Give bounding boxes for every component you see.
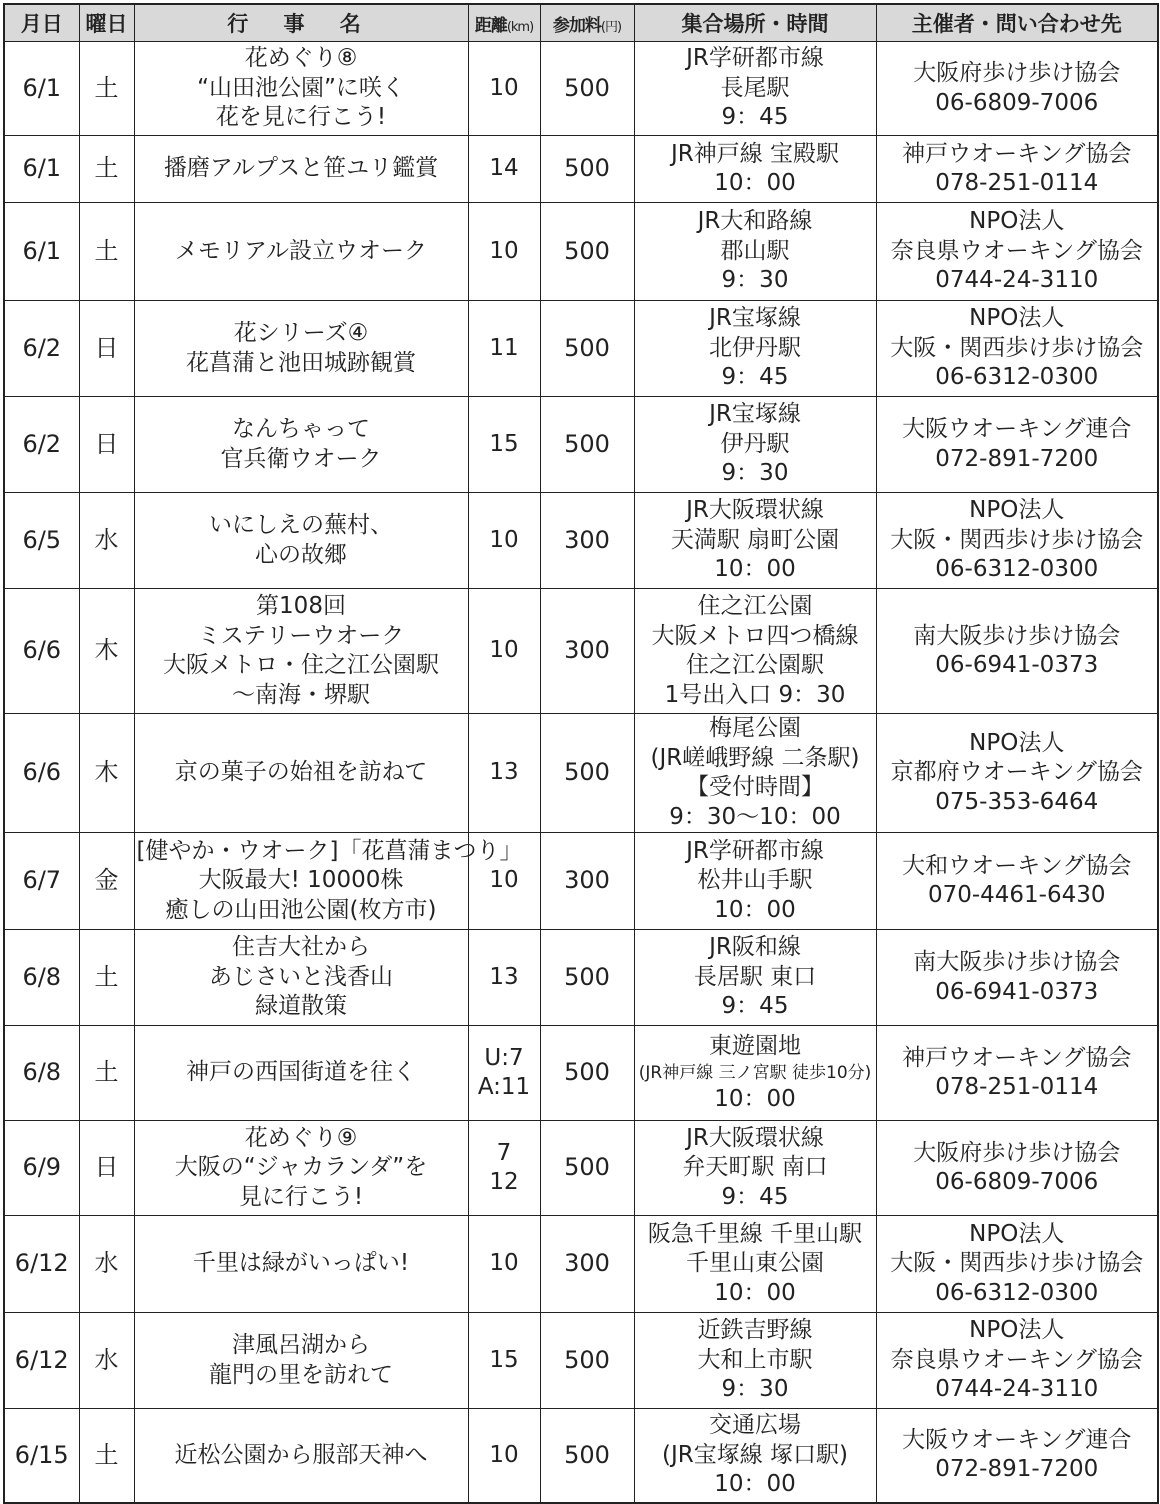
date-cell: 6/12	[4, 1313, 79, 1409]
meeting-line: 9：30	[721, 460, 789, 487]
weekday-cell: 土	[79, 203, 134, 301]
organizer-line: 奈良県ウオーキング協会	[890, 1346, 1143, 1373]
weekday-cell: 木	[79, 589, 134, 714]
event-name-line: 花めぐり⑧	[244, 45, 358, 72]
table-row	[4, 1409, 1158, 1503]
meeting-line: 郡山駅	[720, 237, 790, 264]
meeting-line: 9：45	[721, 993, 789, 1020]
event-name-line: あじさいと浅香山	[209, 963, 393, 990]
organizer-line: 06-6312-0300	[935, 556, 1099, 583]
meeting-line: (JR神戸線 三ノ宮駅 徒歩10分)	[638, 1063, 872, 1083]
distance-line: 12	[489, 1169, 519, 1195]
weekday-cell: 日	[79, 301, 134, 397]
event-name-line: いにしえの蕪村、	[209, 512, 393, 538]
distance-cell	[468, 397, 540, 493]
organizer-line: 072-891-7200	[935, 445, 1099, 472]
weekday-cell: 日	[79, 1121, 134, 1216]
header-month-day: 月日	[4, 4, 79, 42]
meeting-line: 9：30	[721, 267, 789, 294]
meeting-cell	[634, 930, 876, 1026]
table-row	[4, 930, 1158, 1026]
event-name-cell	[134, 930, 468, 1026]
meeting-line: 10：00	[714, 170, 796, 196]
table-row	[4, 1216, 1158, 1313]
meeting-line: 近鉄吉野線	[697, 1317, 813, 1344]
event-name-cell	[134, 714, 468, 833]
meeting-line: 松井山手駅	[697, 867, 813, 894]
event-name-line: 見に行こう!	[238, 1183, 364, 1210]
meeting-line: 10：00	[714, 1471, 796, 1497]
weekday-cell: 土	[79, 136, 134, 203]
meeting-line: JR阪和線	[709, 934, 801, 961]
event-name-cell	[134, 493, 468, 589]
organizer-line: 06-6809-7006	[935, 89, 1099, 116]
organizer-line: NPO法人	[969, 1317, 1065, 1344]
fee-cell: 500	[540, 1409, 634, 1503]
meeting-cell	[634, 493, 876, 589]
organizer-line: 06-6312-0300	[935, 1279, 1099, 1306]
organizer-line: 南大阪歩け歩け協会	[913, 622, 1121, 649]
meeting-cell	[634, 42, 876, 136]
event-name-line: 〜南海・堺駅	[232, 681, 370, 708]
event-name-line: 大阪最大! 10000株	[198, 867, 404, 894]
distance-cell	[468, 1216, 540, 1313]
date-cell: 6/12	[4, 1216, 79, 1313]
table-row	[4, 493, 1158, 589]
header-fee-unit: (円)	[600, 19, 622, 35]
weekday-cell: 土	[79, 930, 134, 1026]
fee-cell: 300	[540, 589, 634, 714]
meeting-cell	[634, 301, 876, 397]
table-body	[4, 42, 1158, 1503]
distance-line: 11	[489, 334, 519, 361]
header-weekday: 曜日	[79, 4, 134, 42]
distance-cell	[468, 136, 540, 203]
organizer-cell	[876, 397, 1158, 493]
meeting-line: 東遊園地	[709, 1032, 801, 1059]
organizer-cell	[876, 589, 1158, 714]
event-name-line: 花を見に行こう!	[215, 104, 387, 131]
organizer-line: NPO法人	[969, 208, 1065, 235]
distance-line: 10	[489, 1250, 519, 1277]
meeting-cell	[634, 833, 876, 930]
fee-cell: 500	[540, 1121, 634, 1216]
date-cell: 6/9	[4, 1121, 79, 1216]
organizer-line: 大阪・関西歩け歩け協会	[890, 1250, 1144, 1277]
meeting-line: (JR宝塚線 塚口駅)	[661, 1441, 849, 1468]
weekday-cell: 日	[79, 397, 134, 493]
organizer-line: 大阪府歩け歩け協会	[913, 1139, 1121, 1166]
meeting-line: 10：00	[714, 556, 796, 583]
organizer-line: 070-4461-6430	[927, 882, 1106, 908]
meeting-line: 10：00	[714, 1279, 796, 1306]
distance-line: 10	[489, 637, 519, 664]
event-name-line: 神戸の西国街道を往く	[186, 1059, 416, 1086]
event-name-cell	[134, 1313, 468, 1409]
organizer-line: 大和ウオーキング協会	[902, 852, 1132, 879]
distance-cell	[468, 1121, 540, 1216]
event-name-cell	[134, 1216, 468, 1313]
event-name-line: 住吉大社から	[232, 934, 370, 961]
meeting-line: 長居駅 東口	[693, 963, 817, 990]
organizer-cell	[876, 1216, 1158, 1313]
meeting-line: JR大阪環状線	[686, 497, 824, 524]
organizer-line: 06-6941-0373	[935, 652, 1099, 678]
meeting-line: 9：30〜10：00	[669, 803, 841, 830]
event-name-line: 花めぐり⑨	[244, 1124, 358, 1151]
organizer-line: NPO法人	[969, 305, 1065, 332]
distance-cell	[468, 42, 540, 136]
fee-cell: 500	[540, 930, 634, 1026]
event-name-line: 官兵衛ウオーク	[220, 445, 382, 472]
organizer-cell	[876, 136, 1158, 203]
organizer-line: NPO法人	[969, 1220, 1065, 1247]
distance-line: 14	[489, 155, 519, 182]
meeting-cell	[634, 1026, 876, 1121]
meeting-line: JR神戸線 宝殿駅	[670, 140, 840, 167]
weekday-cell: 土	[79, 1409, 134, 1503]
organizer-line: 06-6312-0300	[935, 364, 1099, 391]
organizer-line: 神戸ウオーキング協会	[902, 140, 1132, 167]
distance-cell	[468, 493, 540, 589]
event-name-cell	[134, 203, 468, 301]
fee-cell: 500	[540, 1026, 634, 1121]
table-header-row	[4, 4, 1158, 42]
organizer-cell	[876, 1121, 1158, 1216]
event-name-cell	[134, 397, 468, 493]
event-name-cell	[134, 833, 523, 930]
fee-cell: 500	[540, 136, 634, 203]
meeting-line: JR宝塚線	[709, 401, 801, 428]
event-name-line: 緑道散策	[255, 993, 347, 1020]
event-name-line: メモリアル設立ウオーク	[174, 237, 428, 264]
meeting-line: JR宝塚線	[709, 305, 801, 332]
meeting-line: 1号出入口 9：30	[664, 681, 846, 708]
date-cell: 6/6	[4, 714, 79, 833]
distance-line: U:7	[484, 1044, 524, 1071]
organizer-cell	[876, 930, 1158, 1026]
event-name-line: “山田池公園”に咲く	[197, 74, 405, 101]
organizer-cell	[876, 1026, 1158, 1121]
event-name-line: [健やか・ウオーク]「花菖蒲まつり」	[136, 837, 523, 864]
event-name-line: 花菖蒲と池田城跡観賞	[186, 349, 416, 376]
organizer-cell	[876, 833, 1158, 930]
date-cell: 6/2	[4, 397, 79, 493]
distance-line: 13	[489, 759, 519, 786]
date-cell: 6/1	[4, 203, 79, 301]
meeting-line: 住之江公園駅	[686, 652, 824, 678]
meeting-line: 弁天町駅 南口	[682, 1154, 828, 1181]
event-name-cell	[134, 1409, 468, 1503]
event-name-line: 第108回	[256, 593, 346, 619]
weekday-cell: 土	[79, 1026, 134, 1121]
organizer-line: 0744-24-3110	[935, 1376, 1099, 1403]
meeting-line: 【受付時間】	[686, 774, 824, 800]
distance-line: 10	[489, 526, 519, 553]
meeting-line: 大和上市駅	[697, 1346, 813, 1373]
distance-cell	[468, 930, 540, 1026]
walking-events-table	[3, 3, 1159, 1504]
meeting-cell	[634, 397, 876, 493]
meeting-line: (JR嵯峨野線 二条駅)	[650, 744, 860, 771]
header-organizer: 主催者・問い合わせ先	[876, 4, 1158, 42]
distance-line: 15	[489, 1346, 519, 1373]
organizer-line: 06-6941-0373	[935, 978, 1099, 1005]
organizer-line: 大阪・関西歩け歩け協会	[890, 526, 1144, 553]
event-name-line: 津風呂湖から	[232, 1332, 370, 1358]
header-meeting: 集合場所・時間	[634, 4, 876, 42]
distance-cell	[468, 301, 540, 397]
date-cell: 6/15	[4, 1409, 79, 1503]
fee-cell: 500	[540, 714, 634, 833]
fee-cell: 500	[540, 42, 634, 136]
event-name-line: 龍門の里を訪れて	[209, 1361, 393, 1388]
table-row	[4, 833, 1158, 930]
organizer-cell	[876, 42, 1158, 136]
fee-cell: 500	[540, 301, 634, 397]
weekday-cell: 土	[79, 42, 134, 136]
meeting-line: 伊丹駅	[720, 430, 790, 457]
date-cell: 6/7	[4, 833, 79, 930]
fee-cell: 500	[540, 203, 634, 301]
distance-line: 10	[489, 867, 519, 894]
table-row	[4, 1313, 1158, 1409]
fee-cell: 500	[540, 1313, 634, 1409]
distance-line: 10	[489, 237, 519, 264]
meeting-line: 天満駅 扇町公園	[670, 526, 840, 553]
organizer-line: 京都府ウオーキング協会	[890, 759, 1143, 786]
event-name-line: ミステリーウオーク	[197, 622, 405, 649]
meeting-cell	[634, 714, 876, 833]
organizer-cell	[876, 301, 1158, 397]
table-row	[4, 301, 1158, 397]
meeting-line: 9：30	[721, 1376, 789, 1403]
table-row	[4, 1026, 1158, 1121]
meeting-line: 9：45	[721, 104, 789, 131]
organizer-line: 072-891-7200	[935, 1456, 1099, 1483]
event-name-cell	[134, 301, 468, 397]
meeting-line: 交通広場	[709, 1412, 801, 1438]
distance-line: 13	[489, 963, 519, 990]
organizer-line: 大阪ウオーキング連合	[902, 1426, 1132, 1453]
meeting-line: 9：45	[721, 1183, 789, 1210]
organizer-cell	[876, 203, 1158, 301]
fee-cell: 500	[540, 397, 634, 493]
date-cell: 6/1	[4, 42, 79, 136]
date-cell: 6/5	[4, 493, 79, 589]
table-row	[4, 203, 1158, 301]
event-name-cell	[134, 1121, 468, 1216]
distance-cell	[468, 1313, 540, 1409]
organizer-line: NPO法人	[969, 729, 1065, 756]
event-name-line: 花シリーズ④	[233, 320, 369, 346]
header-distance	[468, 4, 540, 42]
header-event-name: 行 事 名	[134, 4, 468, 42]
event-name-line: 千里は緑がいっぱい!	[192, 1250, 410, 1277]
header-fee	[540, 4, 634, 42]
organizer-line: 078-251-0114	[935, 170, 1099, 196]
weekday-cell: 金	[79, 833, 134, 930]
meeting-cell	[634, 589, 876, 714]
weekday-cell: 水	[79, 1216, 134, 1313]
event-name-line: なんちゃって	[232, 416, 370, 442]
event-name-cell	[134, 42, 468, 136]
distance-cell	[468, 714, 540, 833]
distance-line: 10	[489, 1441, 519, 1468]
organizer-line: 大阪・関西歩け歩け協会	[890, 334, 1144, 361]
distance-line: 7	[496, 1139, 512, 1166]
event-name-line: 大阪の“ジャカランダ”を	[174, 1154, 428, 1181]
meeting-line: 大阪メトロ四つ橋線	[651, 622, 859, 649]
header-distance-unit: (km)	[506, 19, 534, 35]
date-cell: 6/6	[4, 589, 79, 714]
table-row	[4, 589, 1158, 714]
distance-cell	[468, 1409, 540, 1503]
meeting-line: 阪急千里線 千里山駅	[647, 1220, 863, 1247]
organizer-line: 0744-24-3110	[935, 267, 1099, 294]
date-cell: 6/2	[4, 301, 79, 397]
meeting-line: 10：00	[714, 896, 796, 923]
meeting-cell	[634, 1121, 876, 1216]
event-name-line: 京の菓子の始祖を訪ねて	[174, 759, 428, 786]
event-name-line: 播磨アルプスと笹ユリ鑑賞	[163, 155, 439, 182]
meeting-cell	[634, 203, 876, 301]
event-name-cell	[134, 1026, 468, 1121]
weekday-cell: 水	[79, 493, 134, 589]
organizer-line: NPO法人	[969, 497, 1065, 524]
organizer-cell	[876, 1313, 1158, 1409]
event-name-cell	[134, 589, 468, 714]
fee-cell: 300	[540, 493, 634, 589]
date-cell: 6/1	[4, 136, 79, 203]
organizer-line: 奈良県ウオーキング協会	[890, 237, 1143, 264]
meeting-line: 千里山東公園	[686, 1250, 824, 1277]
weekday-cell: 木	[79, 714, 134, 833]
meeting-cell	[634, 1313, 876, 1409]
date-cell: 6/8	[4, 930, 79, 1026]
organizer-line: 大阪ウオーキング連合	[902, 416, 1132, 442]
organizer-line: 神戸ウオーキング協会	[902, 1044, 1132, 1071]
distance-line: A:11	[477, 1074, 531, 1100]
meeting-line: 長尾駅	[720, 74, 790, 101]
organizer-cell	[876, 493, 1158, 589]
table-row	[4, 397, 1158, 493]
meeting-line: JR大阪環状線	[686, 1124, 824, 1151]
table-row	[4, 136, 1158, 203]
meeting-cell	[634, 1409, 876, 1503]
event-name-line: 近松公園から服部天神へ	[174, 1441, 428, 1468]
meeting-line: 北伊丹駅	[709, 334, 801, 361]
fee-cell: 300	[540, 833, 634, 930]
organizer-line: 078-251-0114	[935, 1074, 1099, 1100]
distance-line: 10	[489, 74, 519, 101]
table-row	[4, 714, 1158, 833]
organizer-line: 075-353-6464	[935, 788, 1099, 815]
distance-cell	[468, 1026, 540, 1121]
meeting-line: JR学研都市線	[686, 45, 824, 72]
meeting-line: 9：45	[721, 364, 789, 391]
organizer-cell	[876, 1409, 1158, 1503]
distance-line: 15	[489, 430, 519, 457]
event-name-line: 癒しの山田池公園(枚方市)	[165, 896, 437, 923]
event-name-line: 大阪メトロ・住之江公園駅	[163, 652, 439, 678]
distance-cell	[468, 203, 540, 301]
header-fee-label: 参加料	[552, 15, 601, 36]
meeting-line: JR学研都市線	[686, 837, 824, 864]
table-row	[4, 1121, 1158, 1216]
event-name-line: 心の故郷	[255, 541, 347, 568]
fee-cell: 300	[540, 1216, 634, 1313]
distance-cell	[468, 589, 540, 714]
meeting-cell	[634, 1216, 876, 1313]
header-distance-label: 距離	[474, 15, 507, 36]
meeting-line: 梅尾公園	[709, 715, 801, 741]
meeting-line: 住之江公園	[697, 593, 813, 619]
organizer-line: 06-6809-7006	[935, 1169, 1099, 1195]
organizer-cell	[876, 714, 1158, 833]
event-name-cell	[134, 136, 468, 203]
organizer-line: 南大阪歩け歩け協会	[913, 949, 1121, 975]
date-cell: 6/8	[4, 1026, 79, 1121]
weekday-cell: 水	[79, 1313, 134, 1409]
meeting-cell	[634, 136, 876, 203]
meeting-line: 10：00	[714, 1086, 796, 1112]
table-row	[4, 42, 1158, 136]
organizer-line: 大阪府歩け歩け協会	[913, 60, 1121, 86]
meeting-line: JR大和路線	[697, 208, 813, 235]
